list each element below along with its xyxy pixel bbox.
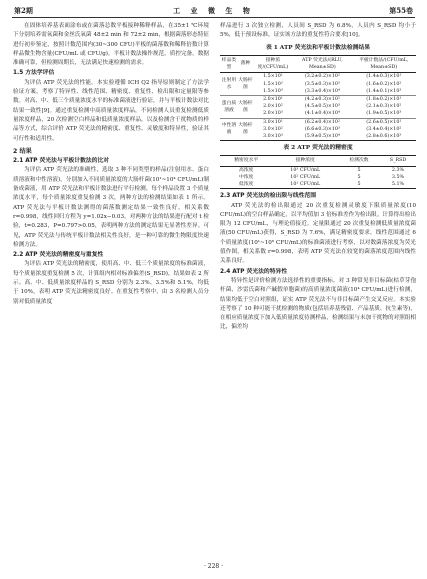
- table-1-header: 接种浓度/(CFU/mL): [253, 55, 293, 72]
- table-cell: 3.0×10¹: [253, 118, 293, 126]
- table-cell: (2.6±0.5)×10¹: [352, 118, 416, 126]
- table-row: [220, 166, 416, 174]
- table-cell: (4.5±0.5)×10³: [304, 104, 340, 110]
- left-column: [13, 22, 209, 307]
- table-cell: 2.0×10¹: [253, 95, 293, 103]
- table-2-header: 接种浓度: [273, 156, 339, 166]
- table-cell: 10³ CFU/mL: [290, 167, 321, 173]
- table-2-caption: 表 2 ATP 荧光法的精密度: [283, 145, 353, 152]
- heading-2-2: 2.2 ATP 荧光法的精密度与重复性: [13, 252, 104, 259]
- table-1-header: ATP 荧光法/(RLU, Mean±SD): [293, 55, 351, 72]
- paragraph-intro: 在固体培养基表面涂布或在菌落总数平板接种稀释样品，在35±1 ℃环境下分别培养需氧菌和金丝氏氧菌 48±2 min 和 72±2 min，根据菌落形态特征进行初步鉴定，按照计数范围内(30~300 CFU)平板的菌落数和稀释倍数计算样品微生物含量(CFU/mL 或 CFU/g)。平板计数法操作规范，质控完备，数据准确可靠，但检测周期长，无法满足快速检测的需求。: [13, 23, 209, 67]
- table-row: [220, 174, 416, 181]
- journal-title: 工 业 微 生 物: [173, 6, 254, 15]
- table-row: [220, 181, 416, 189]
- table-cell: 2.3%: [391, 167, 405, 173]
- table-cell: (3.5±0.3)×10³: [304, 81, 340, 87]
- table-cell: (3.2±0.2)×10²: [304, 74, 340, 80]
- table-1: [220, 55, 416, 141]
- table-cell: (4.2±0.3)×10²: [293, 95, 351, 103]
- paragraph-2-1: 为评估 ATP 荧光法的准确性，选取 3 种不同类型的样品(注射用水、蛋白质溶液和中性溶液)，分别加入不同质量浓度的大肠杆菌(10¹~10⁴ CFU/mL)制备成菌液，用 ATP 荧光法和平板计数法进行平行检测。每个样品设置 3 个质量浓度水平，每个质量浓度重复检测 3 次，两种方法的检测结果如表 1 所示。ATP 荧光法与平板计数法测得的菌落数测定结果一致性良好，相关系数 r=0.998，线性回归方程为 y=1.02x−0.03。对两种方法的结果进行配对 t 检验，t=0.283，P=0.797>0.05，表明两种方法的测定结果无显著性差异。可见，ATP 荧光法与传统平板计数法相关性良好，是一种可靠的微生物限度快速检测方法。: [13, 167, 209, 248]
- right-column: [220, 22, 416, 333]
- heading-1-5: 1.5 方法学评估: [13, 70, 55, 77]
- heading-2-4: 2.4 ATP 荧光法的特异性: [220, 268, 288, 275]
- table-1-header: 平板计数法/(CFU/mL, Mean±SD): [352, 55, 416, 72]
- table-cell: (6.6±0.3)×10³: [304, 126, 340, 132]
- strain-cell: 大肠杆菌: [238, 95, 253, 118]
- heading-2: 2 结果: [13, 147, 32, 155]
- table-cell: (6.2±0.4)×10²: [293, 118, 351, 126]
- paragraph-2-4: 特异性是评价检测方法选择性的重要指标。对 3 种常见非目标菌(枯草芽孢杆菌、沙雷氏菌和产碱假单胞菌)的高质量浓度菌液(10⁴ CFU/mL)进行检测，结果均低于空白对照组，证实 ATP 荧光法不与非目标菌产生交叉反应。本实验还考察了 10 种可能干扰检测的物质(包括培养基残留、产品基质、抗生素等)，在相应质量浓度下加入低质量浓度待测样品，检测结果与未加干扰物的对照组相比，偏差均: [220, 277, 416, 331]
- table-cell: 2.0×10²: [263, 104, 283, 110]
- page-number: · 228 ·: [203, 563, 224, 570]
- table-1-header: 菌种: [238, 55, 253, 72]
- table-cell: 5: [357, 174, 361, 180]
- table-cell: (1.9±0.5)×10³: [366, 111, 402, 117]
- table-2-header: S_RSD: [380, 156, 416, 166]
- table-cell: 5.1%: [391, 182, 405, 188]
- table-cell: (3.4±0.4)×10²: [366, 126, 402, 132]
- table-2-header: 精密度水平: [220, 156, 273, 166]
- table-cell: 高浓度: [239, 167, 254, 173]
- paragraph-continued: 样品进行 3 次独立检测，人员间 S_RSD 为 6.8%，人员内 S_RSD 均小于 5%，低于预设标准，证实该方法的重复性符合要求[10]。: [220, 23, 416, 39]
- table-cell: (2.1±0.3)×10²: [366, 104, 402, 110]
- table-1-caption: 表 1 ATP 荧光法和平板计数法检测结果: [265, 44, 371, 51]
- strain-cell: 大肠杆菌: [238, 77, 253, 91]
- table-cell: (2.8±0.6)×10³: [366, 133, 402, 139]
- table-cell: 1.5×10¹: [263, 74, 283, 80]
- paragraph-1-5: 为评估 ATP 荧光法的性能。本实验遵循 ICH Q2 指导原则制定了方法学验证方案，考察了特异性、线性范围、精密度、重复性、检出限和定量限等参数。对高、中、低三个质量浓度水平的标准菌液进行验证，并与平板计数法对比结果一致性[9]。通过重复检测中高质量浓度样品，不同检测人员重复检测低质量浓度样品，20 次检测空白样品和低质量浓度样品，以及检测含干扰物质的样品等方式，综合评价 ATP 荧光法的精密度、重复性、灵敏度和特异性，验证其可行性和适用性。: [13, 79, 209, 142]
- table-row: [220, 95, 416, 103]
- table-row: [220, 118, 416, 126]
- table-cell: 2.0×10³: [263, 111, 283, 117]
- table-1-header: 样品类型: [220, 55, 238, 72]
- table-cell: 3.0×10³: [263, 133, 283, 139]
- issue-number: 第2期: [14, 6, 33, 15]
- page-header: [12, 5, 415, 18]
- table-cell: (1.4±0.3)×10¹: [366, 74, 402, 80]
- paragraph-2-2: 为评估 ATP 荧光法的精密度，使用高、中、低三个质量浓度的标准菌液，每个质量浓度重复检测 5 次，计算组内相对标准偏差(S_RSD)，结果如表 2 所示。高、中、低质量浓度样品的 S_RSD 分别为 2.3%、3.5%和 5.1%，均低于 10%，表明 ATP 荧光法精密度良好。在重复性考察中，由 3 名检测人员分别对低质量浓度: [13, 261, 209, 305]
- table-cell: 10² CFU/mL: [290, 174, 321, 180]
- table-cell: 低浓度: [239, 182, 254, 188]
- table-cell: 3.0×10²: [263, 126, 283, 132]
- table-2-header: 检测次数: [338, 156, 380, 166]
- table-cell: 中浓度: [239, 174, 254, 180]
- table-cell: (1.4±0.1)×10³: [366, 88, 402, 94]
- strain-cell: 大肠杆菌: [238, 118, 253, 141]
- table-row: [220, 73, 416, 81]
- table-2: [220, 155, 416, 189]
- paragraph-2-3: ATP 荧光法的检出限通过 20 次重复检测灵敏度下限质量浓度(10 CFU/mL)的空白样品确定，以平均值加 3 倍标准差作为检出限。计算得出检出限为 12 CFU/mL，与理论值接近。定量限通过 20 次重复检测低质量浓度菌液(50 CFU/mL)获得，S_RSD 为 7.6%，满足精密度要求。线性范围通过 6 个质量浓度(10¹~10⁶ CFU/mL)的标准菌液进行考察，以对数菌落浓度为荧光值作图，相关系数 r=0.998，表明 ATP 荧光法在较宽的菌落浓度范围内线性关系良好。: [220, 202, 416, 265]
- table-cell: 5: [357, 182, 361, 188]
- table-cell: 5: [357, 167, 361, 173]
- table-cell: (1.8±0.2)×10¹: [352, 95, 416, 103]
- table-cell: (1.6±0.2)×10²: [366, 81, 402, 87]
- table-cell: 3.5%: [391, 174, 405, 180]
- table-cell: (3.3±0.4)×10⁴: [304, 88, 340, 94]
- sample-type-cell: 蛋白质溶液: [220, 95, 238, 118]
- heading-2-3: 2.3 ATP 荧光法的检出限与线性范围: [220, 193, 317, 200]
- volume-number: 第55卷: [389, 6, 413, 15]
- table-cell: (4.1±0.4)×10⁴: [304, 111, 340, 117]
- heading-2-1: 2.1 ATP 荧光法与平板计数法的比对: [13, 158, 110, 165]
- table-cell: 1.5×10³: [263, 88, 283, 94]
- table-cell: 10¹ CFU/mL: [290, 182, 321, 188]
- table-cell: (5.9±0.5)×10⁴: [304, 133, 340, 139]
- sample-type-cell: 注射用水: [221, 77, 237, 91]
- sample-type-cell: 中性溶液: [220, 118, 238, 141]
- table-cell: 1.5×10²: [263, 81, 283, 87]
